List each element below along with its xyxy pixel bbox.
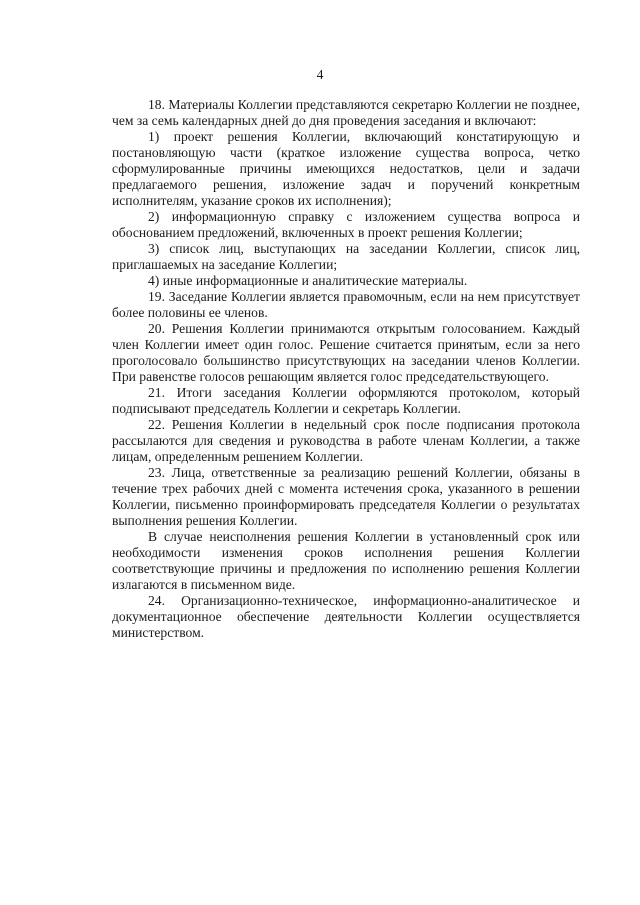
document-body — [112, 97, 580, 641]
paragraph-18-item-4: 4) иные информационные и аналитические материалы. — [148, 273, 468, 288]
paragraph-18-item-2: 2) информационную справку с изложением существа вопроса и обоснованием предложений, включенных в проект решения Коллегии; — [112, 209, 580, 240]
paragraph-20: 20. Решения Коллегии принимаются открытым голосованием. Каждый член Коллегии имеет один голос. Решение считается принятым, если за него проголосовало большинство присутствующих на заседании членов Коллегии. При равенстве голосов решающим является голос председательствующего. — [112, 321, 580, 384]
paragraph-24: 24. Организационно-техническое, информационно-аналитическое и документационное обеспечение деятельности Коллегии осуществляется министерством. — [112, 593, 580, 640]
paragraph-19: 19. Заседание Коллегии является правомочным, если на нем присутствует более половины ее членов. — [112, 289, 580, 320]
paragraph-21: 21. Итоги заседания Коллегии оформляются протоколом, который подписывают председатель Коллегии и секретарь Коллегии. — [112, 385, 580, 416]
paragraph-23: 23. Лица, ответственные за реализацию решений Коллегии, обязаны в течение трех рабочих дней с момента истечения срока, указанного в решении Коллегии, письменно проинформировать председателя Коллегии о результатах выполнения решения Коллегии. — [112, 465, 580, 528]
paragraph-22: 22. Решения Коллегии в недельный срок после подписания протокола рассылаются для сведения и руководства в работе членам Коллегии, а также лицам, определенным решением Коллегии. — [112, 417, 580, 464]
paragraph-18: 18. Материалы Коллегии представляются секретарю Коллегии не позднее, чем за семь календарных дней до дня проведения заседания и включают: — [112, 97, 580, 128]
page-number: 4 — [316, 67, 324, 82]
paragraph-23-note: В случае неисполнения решения Коллегии в установленный срок или необходимости изменения сроков исполнения решения Коллегии соответствующие причины и предложения по исполнению решения Коллегии излагаются в письменном виде. — [112, 529, 580, 592]
paragraph-18-item-1: 1) проект решения Коллегии, включающий констатирующую и постановляющую части (краткое изложение существа вопроса, четко сформулированные причины имеющихся недостатков, цели и задачи предлагаемого решения, изложение задач и поручений конкретным исполнителям, указание сроков их исполнения); — [112, 129, 580, 208]
paragraph-18-item-3: 3) список лиц, выступающих на заседании Коллегии, список лиц, приглашаемых на заседание Коллегии; — [112, 241, 580, 272]
